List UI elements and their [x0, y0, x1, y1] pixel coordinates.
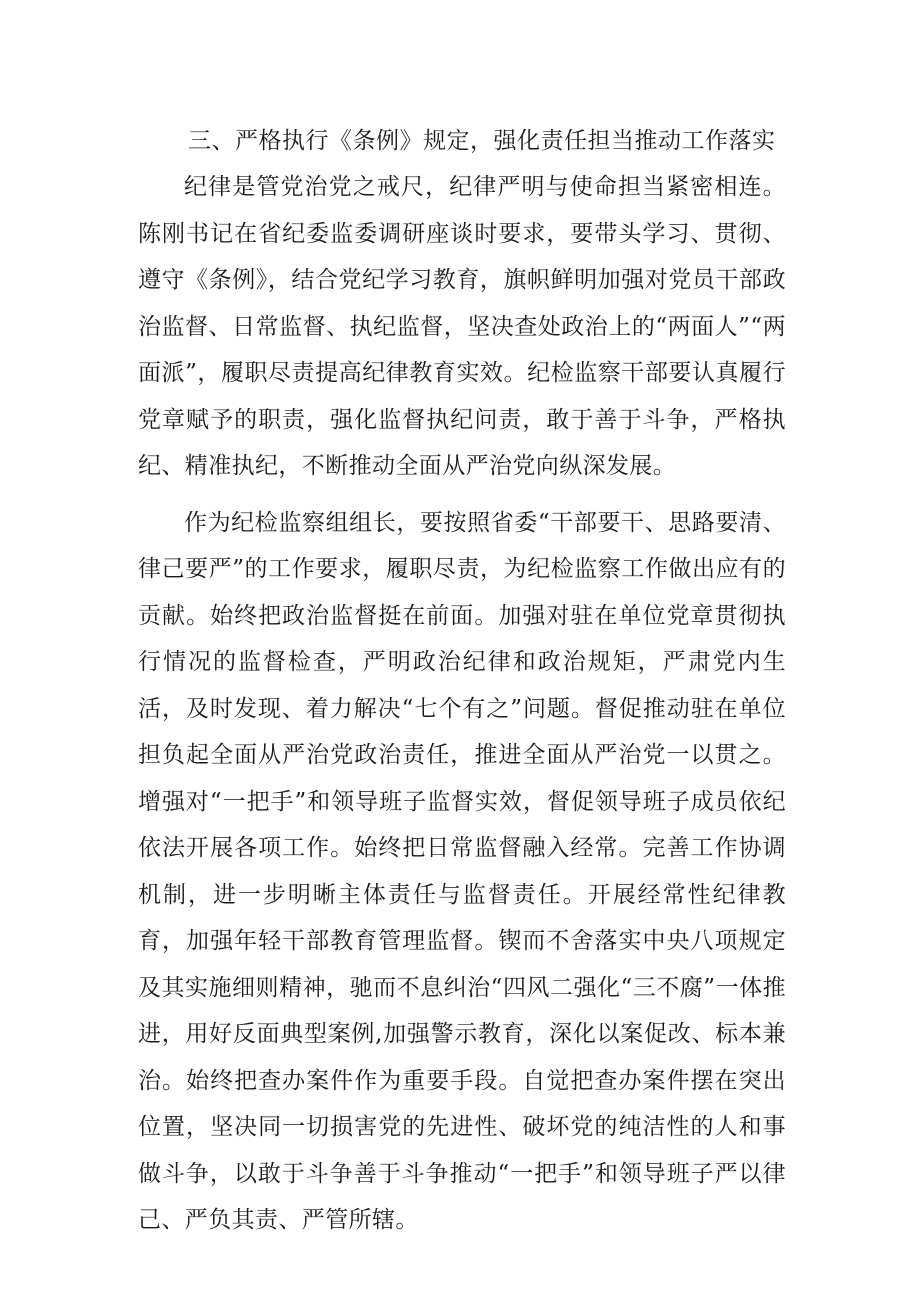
- document-body: [138, 118, 786, 1254]
- paragraph-discipline: 纪律是管党治党之戒尺，纪律严明与使命担当紧密相连。陈刚书记在省纪委监委调研座谈时要求，要带头学习、贯彻、遵守《条例》，结合党纪学习教育，旗帜鲜明加强对党员干部政治监督、日常监督、执纪监督，坚决查处政治上的“两面人”“两面派”，履职尽责提高纪律教育实效。纪检监察干部要认真履行党章赋予的职责，强化监督执纪问责，敢于善于斗争，严格执纪、精准执纪，不断推动全面从严治党向纵深发展。: [138, 174, 786, 479]
- paragraph-supervision-duties: 作为纪检监察组组长，要按照省委“干部要干、思路要清、律己要严”的工作要求，履职尽责，为纪检监察工作做出应有的贡献。始终把政治监督挺在前面。加强对驻在单位党章贯彻执行情况的监督检查，严明政治纪律和政治规矩，严肃党内生活，及时发现、着力解决“七个有之”问题。督促推动驻在单位担负起全面从严治党政治责任，推进全面从严治党一以贯之。增强对“一把手”和领导班子监督实效，督促领导班子成员依纪依法开展各项工作。始终把日常监督融入经常。完善工作协调机制，进一步明晰主体责任与监督责任。开展经常性纪律教育，加强年轻干部教育管理监督。锲而不舍落实中央八项规定及其实施细则精神，驰而不息纠治“四风二强化“三不腐”一体推进，用好反面典型案例,加强警示教育，深化以案促改、标本兼治。始终把查办案件作为重要手段。自觉把查办案件摆在突出位置，坚决同一切损害党的先进性、破坏党的纯洁性的人和事做斗争，以敢于斗争善于斗争推动“一把手”和领导班子严以律己、严负其责、严管所辖。: [138, 509, 786, 1233]
- section-heading: 三、严格执行《条例》规定，强化责任担当推动工作落实: [188, 128, 776, 154]
